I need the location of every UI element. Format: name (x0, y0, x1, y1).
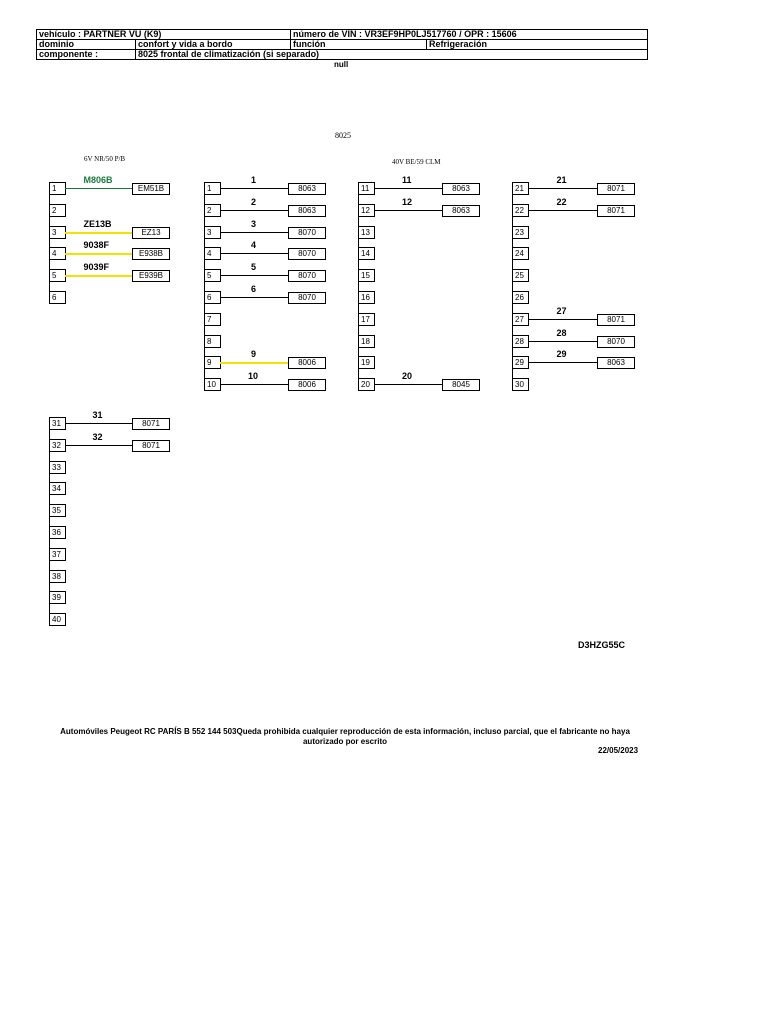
target-2: 8063 (288, 205, 326, 217)
wire-label-21: 21 (556, 175, 567, 185)
pin-25: 25 (512, 269, 529, 282)
wire-27 (528, 319, 597, 320)
wire-label-5: 5 (251, 262, 257, 272)
wire-label-5: 9039F (83, 262, 110, 272)
target-5: 8070 (288, 270, 326, 282)
pin-36: 36 (49, 526, 66, 539)
wire-4 (220, 253, 288, 254)
header-table (36, 29, 648, 60)
pin-29: 29 (512, 356, 529, 369)
vin-cell: número de VIN : VR3EF9HP0LJ517760 / OPR : 15606 (291, 30, 648, 40)
pin-32: 32 (49, 439, 66, 452)
wire-label-3: ZE13B (83, 219, 112, 229)
pin-40: 40 (49, 613, 66, 626)
pin-34: 34 (49, 482, 66, 495)
wire-label-6: 6 (251, 284, 257, 294)
wire-32 (65, 445, 132, 446)
wire-11 (374, 188, 442, 189)
wire-label-1: 1 (251, 175, 257, 185)
pin-1: 1 (204, 182, 221, 195)
wire-1 (65, 188, 132, 189)
wire-label-10: 10 (248, 371, 259, 381)
wire-22 (528, 210, 597, 211)
target-20: 8045 (442, 379, 480, 391)
wire-label-32: 32 (92, 432, 103, 442)
target-21: 8071 (597, 183, 635, 195)
target-28: 8070 (597, 336, 635, 348)
target-27: 8071 (597, 314, 635, 326)
pin-31: 31 (49, 417, 66, 430)
wire-label-2: 2 (251, 197, 257, 207)
pin-4: 4 (204, 247, 221, 260)
pin-5: 5 (49, 269, 66, 282)
target-29: 8063 (597, 357, 635, 369)
target-3: 8070 (288, 227, 326, 239)
pin-23: 23 (512, 226, 529, 239)
pin-13: 13 (358, 226, 375, 239)
pin-5: 5 (204, 269, 221, 282)
pin-17: 17 (358, 313, 375, 326)
target-4: 8070 (288, 248, 326, 260)
wire-label-3: 3 (251, 219, 257, 229)
wire-10 (220, 384, 288, 385)
wire-4 (65, 253, 132, 255)
wire-20 (374, 384, 442, 385)
pin-33: 33 (49, 461, 66, 474)
wire-label-4: 9038F (83, 240, 110, 250)
pin-38: 38 (49, 570, 66, 583)
wire-label-12: 12 (402, 197, 413, 207)
pin-12: 12 (358, 204, 375, 217)
pin-26: 26 (512, 291, 529, 304)
target-22: 8071 (597, 205, 635, 217)
pin-37: 37 (49, 548, 66, 561)
pin-28: 28 (512, 335, 529, 348)
null-text: null (334, 60, 349, 69)
pin-21: 21 (512, 182, 529, 195)
pin-27: 27 (512, 313, 529, 326)
pin-22: 22 (512, 204, 529, 217)
domain-value: confort y vida a bordo (136, 40, 291, 50)
diagram-code: D3HZG55C (578, 640, 626, 650)
target-3: EZ13 (132, 227, 170, 239)
wire-label-29: 29 (556, 349, 567, 359)
wire-3 (65, 232, 132, 234)
pin-2: 2 (49, 204, 66, 217)
wire-21 (528, 188, 597, 189)
wire-5 (220, 275, 288, 276)
component-value: 8025 frontal de climatización (si separado) (136, 50, 648, 60)
wire-3 (220, 232, 288, 233)
function-value: Refrigeración (427, 40, 648, 50)
target-10: 8006 (288, 379, 326, 391)
pin-35: 35 (49, 504, 66, 517)
wire-28 (528, 341, 597, 342)
domain-label: dominio (37, 40, 136, 50)
wire-2 (220, 210, 288, 211)
pin-6: 6 (49, 291, 66, 304)
footer-date: 22/05/2023 (598, 746, 639, 755)
pin-11: 11 (358, 182, 375, 195)
pin-9: 9 (204, 356, 221, 369)
target-12: 8063 (442, 205, 480, 217)
wire-5 (65, 275, 132, 277)
pin-14: 14 (358, 247, 375, 260)
target-1: 8063 (288, 183, 326, 195)
pin-1: 1 (49, 182, 66, 195)
wire-6 (220, 297, 288, 298)
wire-label-9: 9 (251, 349, 257, 359)
wire-label-1: M806B (83, 175, 113, 185)
pin-2: 2 (204, 204, 221, 217)
pin-39: 39 (49, 591, 66, 604)
vehicle-cell: vehículo : PARTNER VU (K9) (37, 30, 291, 40)
wire-label-20: 20 (402, 371, 413, 381)
pin-4: 4 (49, 247, 66, 260)
connector-a-caption: 6V NR/50 P/B (84, 155, 126, 163)
target-31: 8071 (132, 418, 170, 430)
wire-label-28: 28 (556, 328, 567, 338)
target-32: 8071 (132, 440, 170, 452)
target-4: E938B (132, 248, 170, 260)
wire-1 (220, 188, 288, 189)
pin-18: 18 (358, 335, 375, 348)
pin-8: 8 (204, 335, 221, 348)
pin-6: 6 (204, 291, 221, 304)
connector_a-bar (49, 182, 50, 303)
wire-label-22: 22 (556, 197, 567, 207)
pin-3: 3 (49, 226, 66, 239)
pin-20: 20 (358, 378, 375, 391)
pin-3: 3 (204, 226, 221, 239)
wire-9 (220, 362, 288, 364)
target-11: 8063 (442, 183, 480, 195)
pin-24: 24 (512, 247, 529, 260)
pin-19: 19 (358, 356, 375, 369)
function-label: función (291, 40, 427, 50)
pin-7: 7 (204, 313, 221, 326)
footer-text: Automóviles Peugeot RC PARÍS B 552 144 503Queda prohibida cualquier reproducción de esta información, incluso parcial, que el fabricante no haya autorizado por escrito (60, 727, 630, 746)
pin-30: 30 (512, 378, 529, 391)
wire-label-4: 4 (251, 240, 257, 250)
pin-15: 15 (358, 269, 375, 282)
component-title: 8025 (335, 131, 351, 140)
wire-label-11: 11 (402, 175, 412, 185)
pin-10: 10 (204, 378, 221, 391)
component-label: componente : (37, 50, 136, 60)
wire-12 (374, 210, 442, 211)
target-1: EM51B (132, 183, 170, 195)
wire-31 (65, 423, 132, 424)
target-9: 8006 (288, 357, 326, 369)
wire-label-27: 27 (556, 306, 567, 316)
pin-16: 16 (358, 291, 375, 304)
target-5: E939B (132, 270, 170, 282)
connector-b-caption: 40V BE/59 CLM (392, 158, 441, 166)
wire-29 (528, 362, 597, 363)
target-6: 8070 (288, 292, 326, 304)
wire-label-31: 31 (92, 410, 103, 420)
